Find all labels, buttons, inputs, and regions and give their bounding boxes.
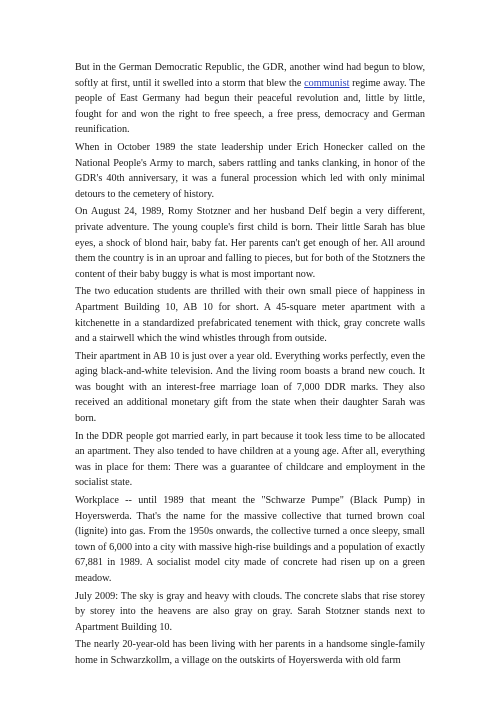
paragraph-october-1989: When in October 1989 the state leadership under Erich Honecker called on the National People's Army to march, sabers rattling and tanks clanking, in honor of the GDR's 40th anniversary, it was a funeral procession which led with only minimal detours to the cemetery of history. bbox=[75, 141, 425, 200]
paragraph-text: But in the German Democratic Republic, the GDR, another wind had begun to blow, softly at first, until it swelled into a storm that blew the bbox=[75, 62, 425, 89]
paragraph-gdr-wind bbox=[75, 60, 425, 138]
article-body bbox=[75, 60, 425, 671]
paragraph-july-2009: July 2009: The sky is gray and heavy with clouds. The concrete slabs that rise storey by storey into the heavens are also gray on gray. Sarah Stotzner stands next to Apartment Building 10. bbox=[75, 590, 425, 633]
paragraph-text: regime away. The people of East Germany had begun their peaceful revolution and, little by little, fought for and won the right to free speech, a free press, democracy and German reunification. bbox=[75, 77, 425, 136]
paragraph-apartment-ab10: Their apartment in AB 10 is just over a year old. Everything works perfectly, even the aging black-and-white television. And the living room boasts a brand new couch. It was bought with an interest-free marriage loan of 7,000 DDR marks. They also received an additional monetary gift from the state when their daughter Sarah was born. bbox=[75, 350, 425, 425]
communist-link[interactable]: communist bbox=[304, 77, 350, 89]
paragraph-august-24: On August 24, 1989, Romy Stotzner and her husband Delf begin a very different, private adventure. The young couple's first child is born. Their little Sarah has blue eyes, a shock of blond hair, baby fat. Her parents can't get enough of her. All around them the country is in an uproar and falling to pieces, but for both of the Stotzners the content of their baby buggy is what is most important now. bbox=[75, 206, 425, 280]
paragraph-schwarzkollm: The nearly 20-year-old has been living with her parents in a handsome single-family home in Schwarzkollm, a village on the outskirts of Hoyerswerda with old farm bbox=[75, 639, 425, 666]
paragraph-education-students: The two education students are thrilled with their own small piece of happiness in Apartment Building 10, AB 10 for short. A 45-square meter apartment with a kitchenette in a standardized prefabricated tenement with thick, gray concrete walls and a stairwell which the wind whistles through from outside. bbox=[75, 286, 425, 345]
paragraph-workplace: Workplace -- until 1989 that meant the "Schwarze Pumpe" (Black Pump) in Hoyerswerda. That's the name for the massive collective that turned brown coal (lignite) into gas. From the 1950s onwards, the collective turned a once sleepy, small town of 6,000 into a city with massive high-rise buildings and a population of exactly 67,881 in 1989. A socialist model city made of concrete had risen up on a green meadow. bbox=[75, 495, 425, 584]
paragraph-ddr-marriage: In the DDR people got married early, in part because it took less time to be allocated an apartment. They also tended to have children at a young age. After all, everything was in place for them: There was a guarantee of childcare and employment in the socialist state. bbox=[75, 430, 425, 489]
